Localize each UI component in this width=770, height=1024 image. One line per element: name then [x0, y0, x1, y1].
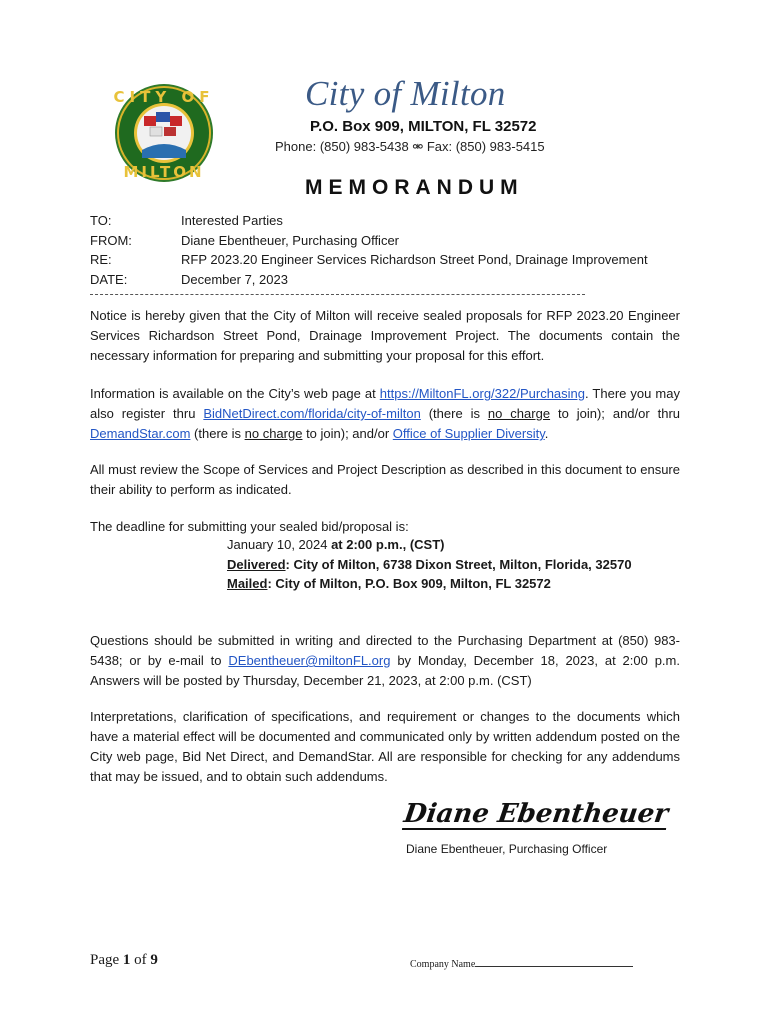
- memo-date-label: DATE:: [90, 272, 128, 287]
- no-charge-text: no charge: [487, 406, 551, 421]
- info-text-1: Information is available on the City’s web page at: [90, 386, 380, 401]
- company-name-label: Company Name: [410, 959, 476, 970]
- info-paragraph: [90, 384, 680, 444]
- city-address: P.O. Box 909, MILTON, FL 32572: [310, 118, 537, 135]
- info-text-5: (there is: [190, 426, 245, 441]
- memo-from-label: FROM:: [90, 233, 132, 248]
- delivered-label: Delivered: [227, 557, 286, 572]
- deadline-date-line: [227, 537, 445, 552]
- page-current: 1: [122, 952, 131, 968]
- demandstar-link[interactable]: DemandStar.com: [90, 426, 191, 441]
- mailed-line: [227, 576, 551, 591]
- mailed-address: : City of Milton, P.O. Box 909, Milton, FL 32572: [267, 576, 551, 591]
- page-total: 9: [150, 952, 158, 968]
- memo-re-value: RFP 2023.20 Engineer Services Richardson Street Pond, Drainage Improvement: [181, 252, 648, 267]
- questions-text-1: Questions should be submitted in writing and directed to the Purchasing Department at (850) 983-5438; or by e-mail to: [90, 633, 680, 668]
- info-text-6: to join); and/or: [302, 426, 393, 441]
- memo-heading: MEMORANDUM: [305, 176, 524, 199]
- city-phone-fax: Phone: (850) 983-5438 ⚮ Fax: (850) 983-5415: [275, 139, 545, 154]
- interpretations-paragraph: Interpretations, clarification of specifications, and requirement or changes to the documents which have a material effect will be documented and communicated only by written addendum posted on the City web page, Bid Net Direct, and DemandStar. All are responsible for checking for any addendums that may be issued, and to obtain such addendums.: [90, 709, 680, 784]
- page-of: of: [130, 952, 151, 968]
- questions-text-2: by Monday, December 18, 2023, at 2:00 p.m. Answers will be posted by Thursday, December 21, 2023, at 2:00 p.m. (CST): [90, 653, 680, 688]
- company-name-blank[interactable]: [475, 957, 633, 967]
- scope-paragraph: All must review the Scope of Services and Project Description as described in this document to ensure their ability to perform as indicated.: [90, 462, 680, 497]
- deadline-time: at 2:00 p.m., (CST): [331, 537, 445, 552]
- memo-from-value: Diane Ebentheuer, Purchasing Officer: [181, 233, 400, 248]
- purchasing-page-link[interactable]: https://MiltonFL.org/322/Purchasing: [379, 386, 586, 401]
- info-text-4: to join); and/or thru: [550, 406, 681, 421]
- seal-text-top: CITY OF: [114, 88, 214, 106]
- email-link[interactable]: DEbentheuer@miltonFL.org: [228, 653, 391, 668]
- seal-text-bottom: MILTON: [123, 163, 205, 181]
- notice-paragraph: Notice is hereby given that the City of Milton will receive sealed proposals for RFP 2023.20 Engineer Services Richardson Street Pond, Drainage Improvement Project. The documents contain the necessary information for preparing and submitting your proposal for this effort.: [90, 308, 680, 363]
- no-charge-text: no charge: [244, 426, 303, 441]
- supplier-diversity-link[interactable]: Office of Supplier Diversity: [392, 426, 545, 441]
- questions-paragraph: [90, 631, 680, 691]
- signature-name-title: Diane Ebentheuer, Purchasing Officer: [406, 842, 608, 856]
- city-title: City of Milton: [305, 74, 506, 113]
- header-divider: [90, 294, 585, 295]
- mailed-label: Mailed: [227, 576, 268, 591]
- handwritten-signature: Diane Ebentheuer: [402, 799, 671, 829]
- delivered-address: : City of Milton, 6738 Dixon Street, Milton, Florida, 32570: [285, 557, 632, 572]
- page-number: [90, 952, 158, 969]
- info-text-2: . There you may also register thru: [90, 386, 680, 421]
- company-name-field: [410, 957, 633, 970]
- memo-date-value: December 7, 2023: [181, 272, 288, 287]
- city-seal-logo: [114, 78, 214, 188]
- deadline-intro: The deadline for submitting your sealed bid/proposal is:: [90, 519, 409, 534]
- page-prefix: Page: [90, 952, 123, 968]
- memo-to-label: TO:: [90, 213, 112, 228]
- info-text-3: (there is: [420, 406, 488, 421]
- memo-re-label: RE:: [90, 252, 112, 267]
- bidnetdirect-link[interactable]: BidNetDirect.com/florida/city-of-milton: [203, 406, 421, 421]
- info-text-7: .: [544, 426, 549, 441]
- memo-to-value: Interested Parties: [181, 213, 283, 228]
- deadline-date: January 10, 2024: [227, 537, 332, 552]
- delivered-line: [227, 557, 632, 572]
